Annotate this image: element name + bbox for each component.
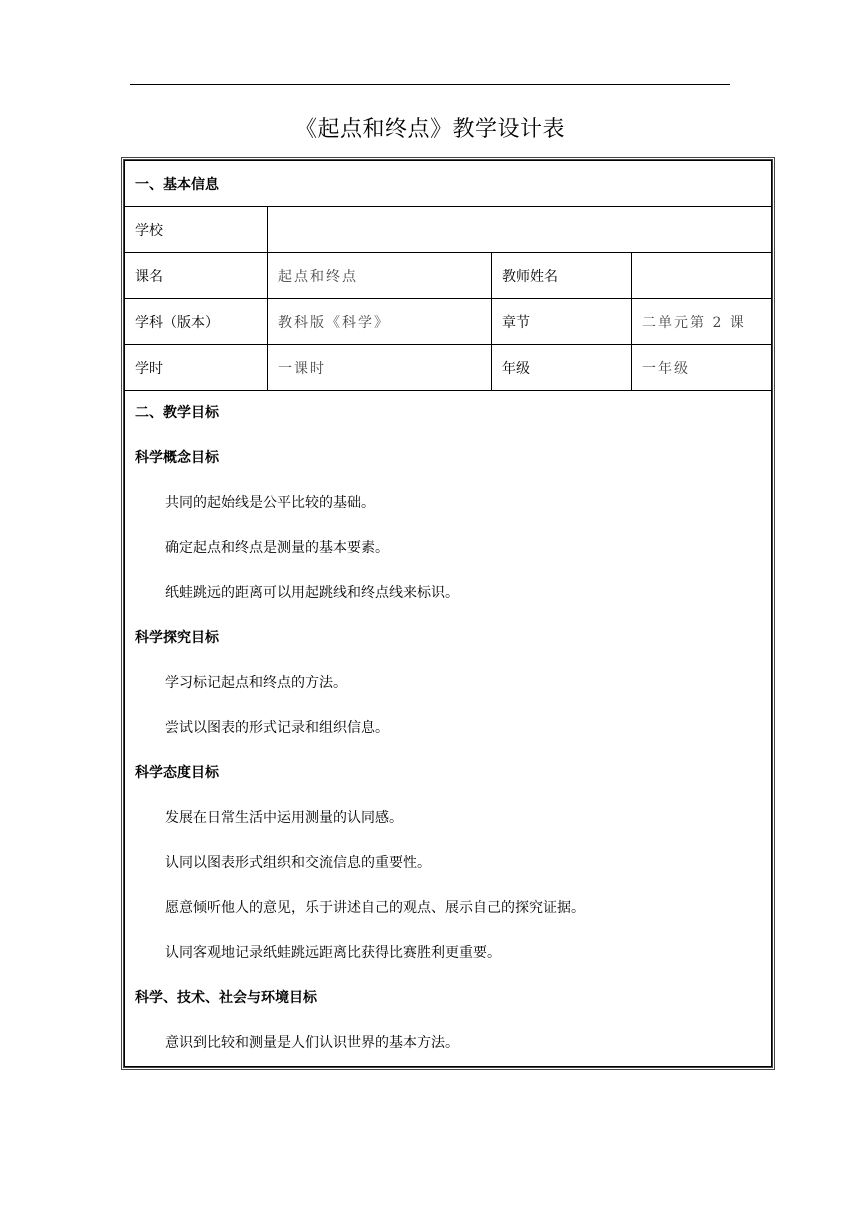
objective-group-heading: 科学概念目标 — [135, 450, 219, 466]
chapter-value: 二单元第 2 课 — [632, 299, 772, 345]
objective-item: 尝试以图表的形式记录和组织信息。 — [165, 720, 389, 736]
objective-item: 学习标记起点和终点的方法。 — [165, 675, 347, 691]
course-row — [125, 253, 772, 299]
course-label: 课名 — [125, 253, 268, 299]
school-label: 学校 — [125, 207, 268, 253]
subject-label: 学科（版本） — [125, 299, 268, 345]
subject-row — [125, 299, 772, 345]
hours-label: 学时 — [125, 345, 268, 391]
teacher-label: 教师姓名 — [492, 253, 632, 299]
school-row — [125, 207, 772, 253]
grade-value: 一年级 — [632, 345, 772, 391]
objective-item: 共同的起始线是公平比较的基础。 — [165, 495, 375, 511]
objective-item: 认同客观地记录纸蛙跳远距离比获得比赛胜利更重要。 — [165, 945, 501, 961]
course-value: 起点和终点 — [268, 253, 492, 299]
teacher-value — [632, 253, 772, 299]
basic-info-header-row — [125, 161, 772, 207]
objective-item: 确定起点和终点是测量的基本要素。 — [165, 540, 389, 556]
objective-group-heading: 科学、技术、社会与环境目标 — [135, 990, 317, 1006]
title-lesson-name: 《起点和终点》 — [294, 117, 453, 142]
hours-row — [125, 345, 772, 391]
objectives-cell — [125, 391, 772, 1067]
hours-value: 一课时 — [268, 345, 492, 391]
basic-info-title: 一、基本信息 — [125, 161, 772, 207]
objective-item: 纸蛙跳远的距离可以用起跳线和终点线来标识。 — [165, 585, 459, 601]
subject-value: 教科版《科学》 — [268, 299, 492, 345]
objectives-title: 二、教学目标 — [135, 405, 219, 421]
school-value — [268, 207, 772, 253]
objective-item: 发展在日常生活中运用测量的认同感。 — [165, 810, 403, 826]
grade-label: 年级 — [492, 345, 632, 391]
document-title — [0, 112, 860, 143]
objective-group-heading: 科学态度目标 — [135, 765, 219, 781]
objective-item: 愿意倾听他人的意见，乐于讲述自己的观点、展示自己的探究证据。 — [165, 900, 585, 916]
objective-item: 意识到比较和测量是人们认识世界的基本方法。 — [165, 1035, 459, 1051]
objectives-content — [125, 391, 771, 1066]
title-suffix: 教学设计表 — [452, 117, 566, 142]
objectives-row — [125, 391, 772, 1067]
header-rule — [130, 84, 730, 85]
objective-item: 认同以图表形式组织和交流信息的重要性。 — [165, 855, 431, 871]
lesson-design-table — [121, 157, 775, 1070]
chapter-label: 章节 — [492, 299, 632, 345]
objective-group-heading: 科学探究目标 — [135, 630, 219, 646]
